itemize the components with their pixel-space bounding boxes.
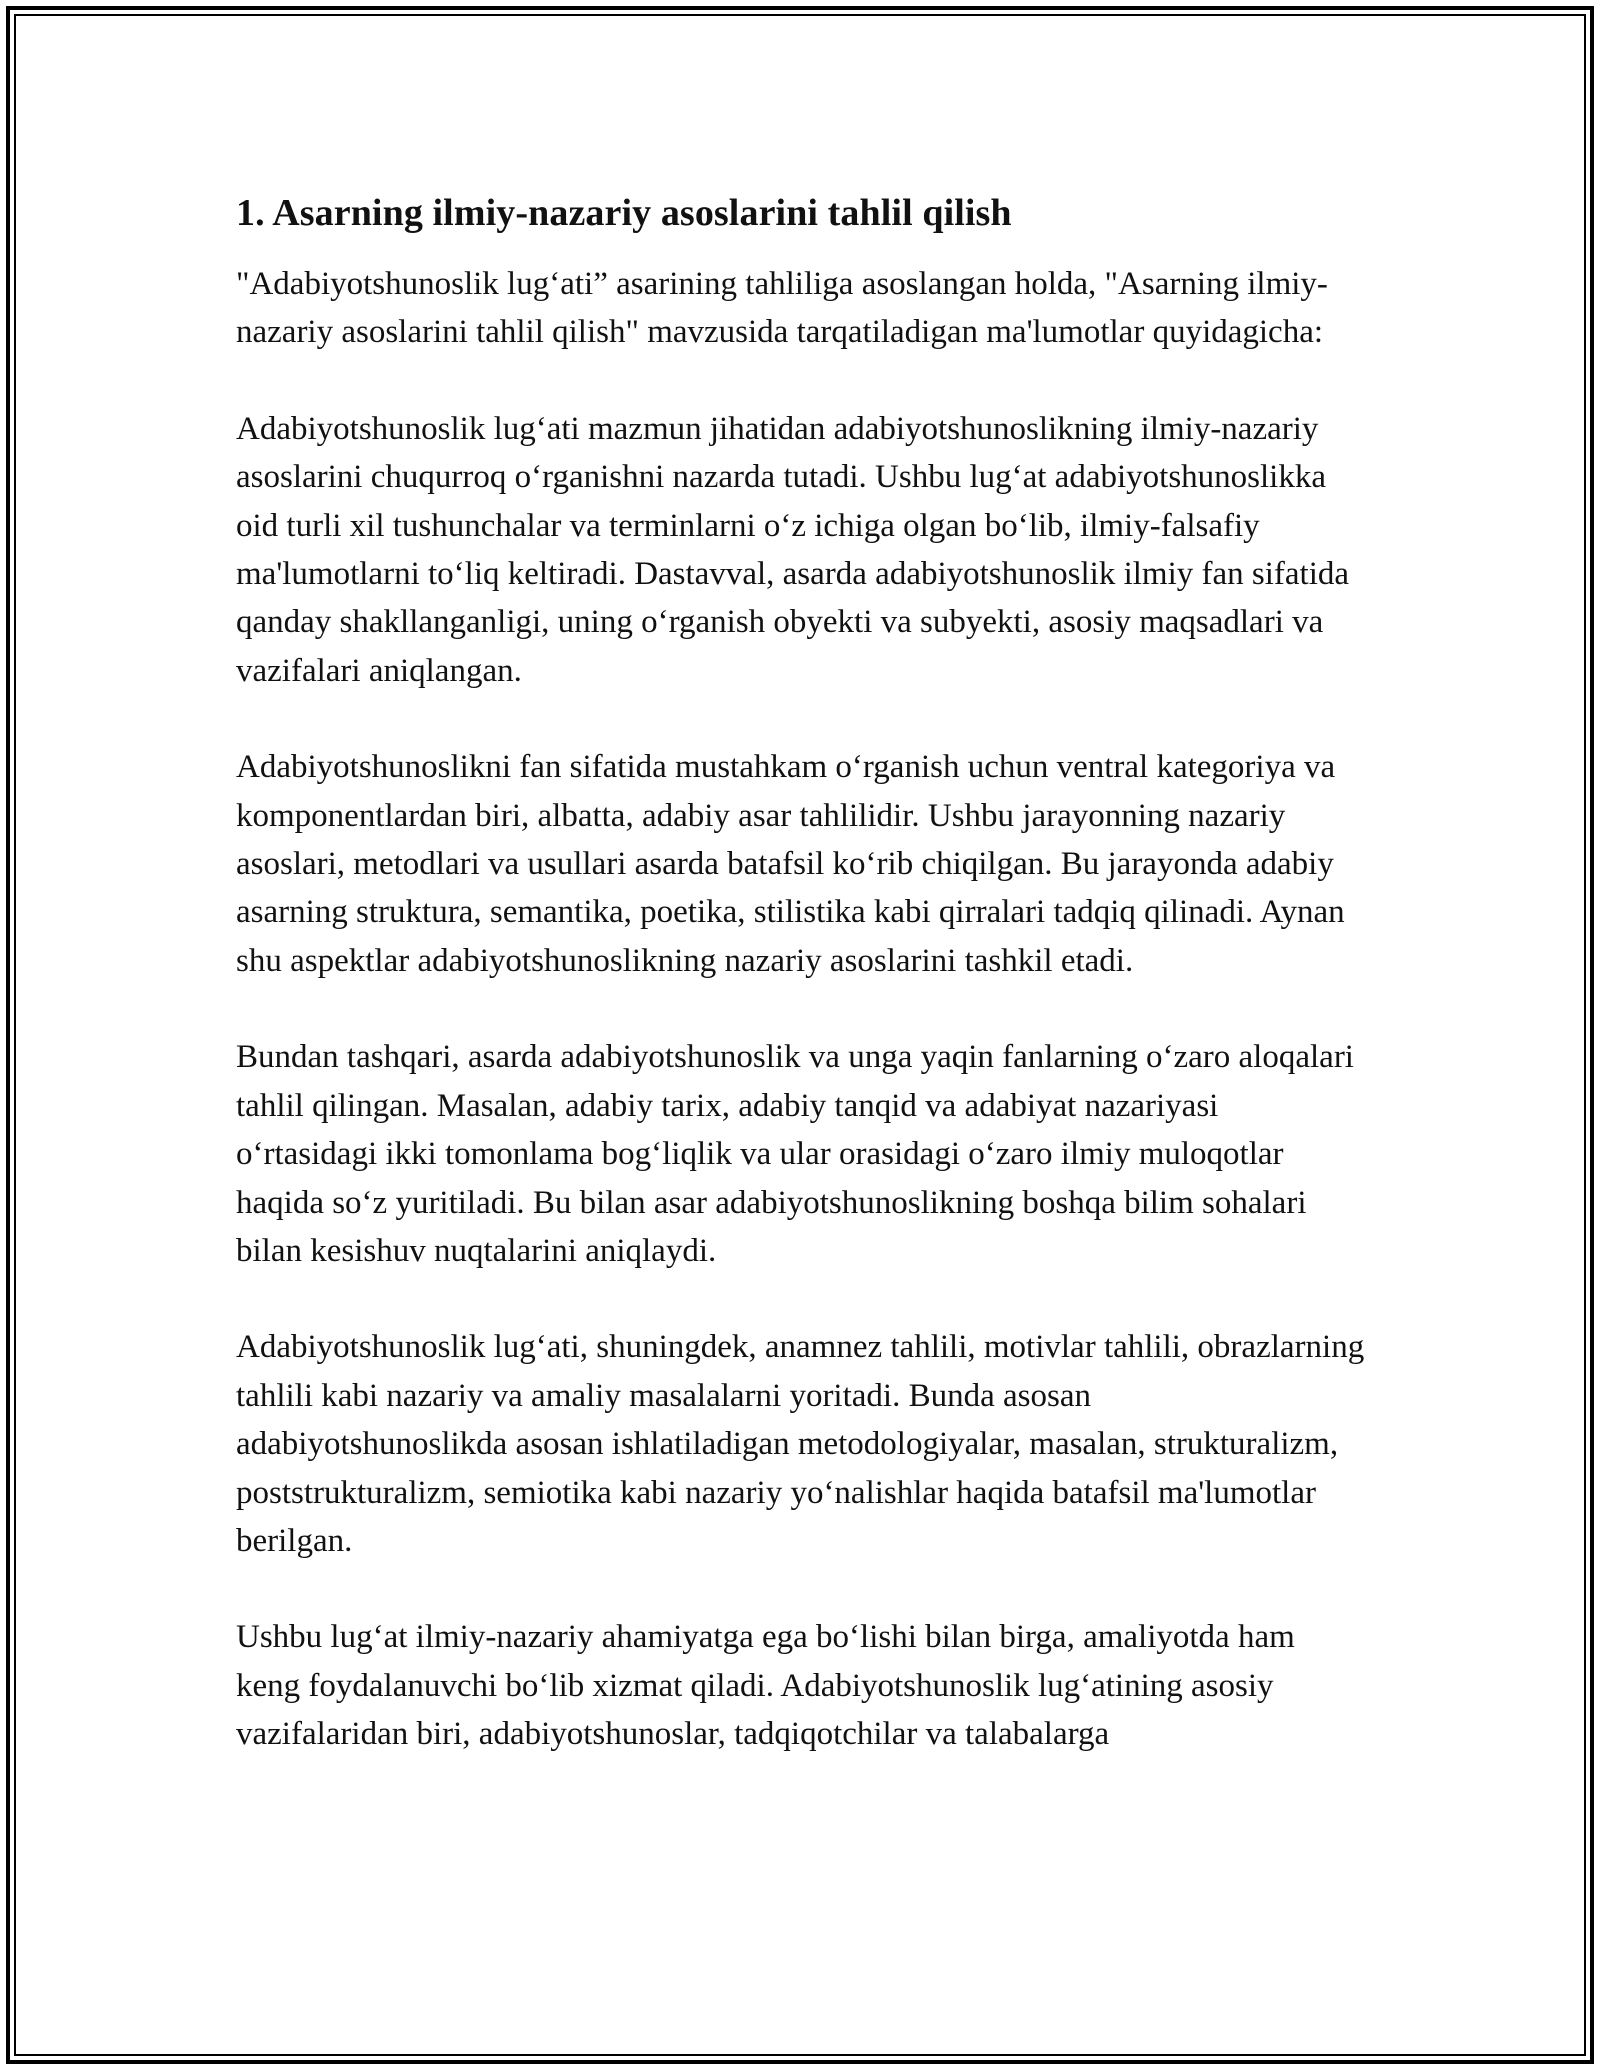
paragraph-6: Ushbu lug‘at ilmiy-nazariy ahamiyatga ega bo‘lishi bilan birga, amaliyotda ham keng foydalanuvchi bo‘lib xizmat qiladi. Adabiyotshunoslik lug‘atining asosiy vazifalaridan biri, adabiyotshunoslar, tadqiqotchilar va talabalarga	[236, 1619, 1295, 1753]
section-heading: 1. Asarning ilmiy-nazariy asoslarini tahlil qilish	[236, 192, 1012, 234]
document-body	[236, 186, 1366, 1807]
paragraph-intro: "Adabiyotshunoslik lug‘ati” asarining tahliliga asoslangan holda, "Asarning ilmiy-nazariy asoslarini tahlil qilish" mavzusida tarqatiladigan ma'lumotlar quyidagicha:	[236, 266, 1328, 351]
paragraph-2: Adabiyotshunoslik lug‘ati mazmun jihatidan adabiyotshunoslikning ilmiy-nazariy asoslarini chuqurroq o‘rganishni nazarda tutadi. Ushbu lug‘at adabiyotshunoslikka oid turli xil tushunchalar va terminlarni o‘z ichiga olgan bo‘lib, ilmiy-falsafiy ma'lumotlarni to‘liq keltiradi. Dastavval, asarda adabiyotshunoslik ilmiy fan sifatida qanday shakllanganligi, uning o‘rganish obyekti va subyekti, asosiy maqsadlari va vazifalari aniqlangan.	[236, 410, 1350, 689]
paragraph-4: Bundan tashqari, asarda adabiyotshunoslik va unga yaqin fanlarning o‘zaro aloqalari tahlil qilingan. Masalan, adabiy tarix, adabiy tanqid va adabiyat nazariyasi o‘rtasidagi ikki tomonlama bog‘liqlik va ular orasidagi o‘zaro ilmiy muloqotlar haqida so‘z yuritiladi. Bu bilan asar adabiyotshunoslikning boshqa bilim sohalari bilan kesishuv nuqtalarini aniqlaydi.	[236, 1039, 1354, 1269]
paragraph-5: Adabiyotshunoslik lug‘ati, shuningdek, anamnez tahlili, motivlar tahlili, obrazlarning tahlili kabi nazariy va amaliy masalalarni yoritadi. Bunda asosan adabiyotshunoslikda asosan ishlatiladigan metodologiyalar, masalan, strukturalizm, poststrukturalizm, semiotika kabi nazariy yo‘nalishlar haqida batafsil ma'lumotlar berilgan.	[236, 1329, 1365, 1559]
paragraph-3: Adabiyotshunoslikni fan sifatida mustahkam o‘rganish uchun ventral kategoriya va komponentlardan biri, albatta, adabiy asar tahlilidir. Ushbu jarayonning nazariy asoslari, metodlari va usullari asarda batafsil ko‘rib chiqilgan. Bu jarayonda adabiy asarning struktura, semantika, poetika, stilistika kabi qirralari tadqiq qilinadi. Aynan shu aspektlar adabiyotshunoslikning nazariy asoslarini tashkil etadi.	[236, 749, 1345, 979]
